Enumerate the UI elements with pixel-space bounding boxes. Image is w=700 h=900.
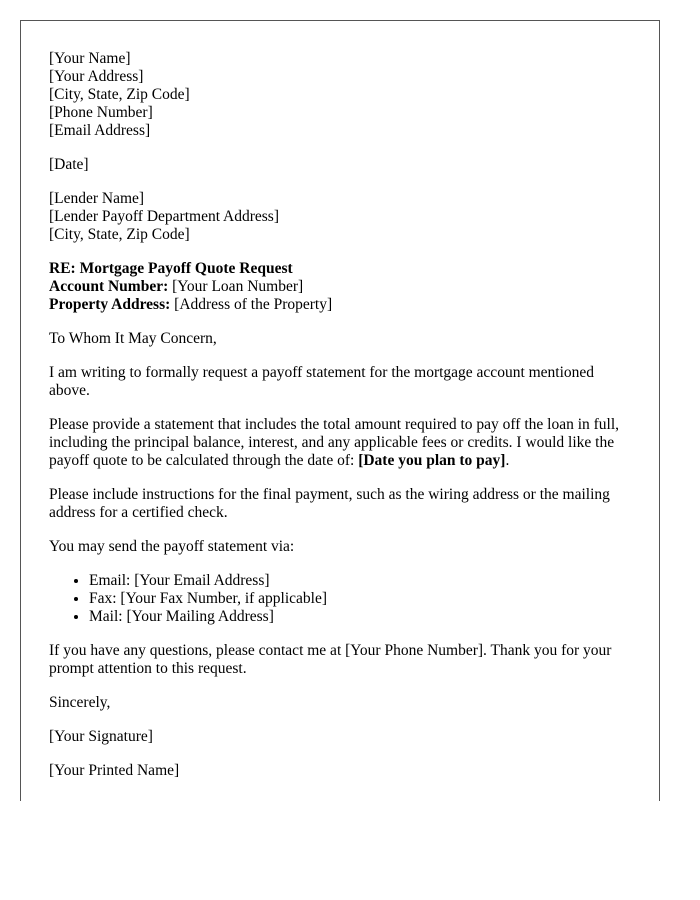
instructions-paragraph: Please include instructions for the final payment, such as the wiring address or the mailing address for a certified check. [49, 486, 610, 521]
statement-end: . [505, 452, 510, 469]
sender-address: [Your Address] [49, 68, 144, 85]
sender-name: [Your Name] [49, 50, 131, 67]
letter-page [20, 20, 660, 801]
salutation: To Whom It May Concern, [49, 330, 217, 347]
sender-email: [Email Address] [49, 122, 151, 139]
printed-name-placeholder: [Your Printed Name] [49, 762, 180, 779]
property-address-label: Property Address: [49, 296, 171, 313]
valediction: Sincerely, [49, 694, 111, 711]
reference-block [49, 260, 635, 314]
account-number-line [49, 278, 635, 296]
account-number-value: [Your Loan Number] [172, 278, 304, 295]
date-block [49, 156, 635, 174]
property-address-line [49, 296, 635, 314]
send-via-paragraph: You may send the payoff statement via: [49, 538, 295, 555]
letter-body [49, 50, 635, 796]
sender-city-state-zip: [City, State, Zip Code] [49, 86, 190, 103]
lender-name: [Lender Name] [49, 190, 145, 207]
sender-phone: [Phone Number] [49, 104, 153, 121]
lender-department-address: [Lender Payoff Department Address] [49, 208, 279, 225]
intro-paragraph: I am writing to formally request a payoff statement for the mortgage account mentioned above. [49, 364, 595, 399]
letter-date: [Date] [49, 156, 89, 173]
delivery-method-mail: • Mail: [Your Mailing Address] [89, 608, 635, 626]
payoff-date-placeholder: [Date you plan to pay] [358, 452, 506, 469]
subject-text: RE: Mortgage Payoff Quote Request [49, 260, 293, 277]
lender-city-state-zip: [City, State, Zip Code] [49, 226, 190, 243]
statement-text: Please provide a statement that includes the total amount required to pay off the loan in full, including the principal balance, interest, and any applicable fees or credits. I would like the payoff quote to be calculated through the date of: [49, 416, 620, 469]
property-address-value: [Address of the Property] [174, 296, 333, 313]
contact-paragraph: If you have any questions, please contact me at [Your Phone Number]. Thank you for your prompt attention to this request. [49, 642, 612, 677]
delivery-methods-list [49, 572, 635, 626]
sender-block [49, 50, 635, 140]
delivery-method-email: • Email: [Your Email Address] [89, 572, 635, 590]
recipient-block [49, 190, 635, 244]
delivery-method-fax: • Fax: [Your Fax Number, if applicable] [89, 590, 635, 608]
statement-paragraph [49, 416, 635, 470]
account-number-label: Account Number: [49, 278, 169, 295]
signature-placeholder: [Your Signature] [49, 728, 153, 745]
subject-line [49, 260, 635, 278]
